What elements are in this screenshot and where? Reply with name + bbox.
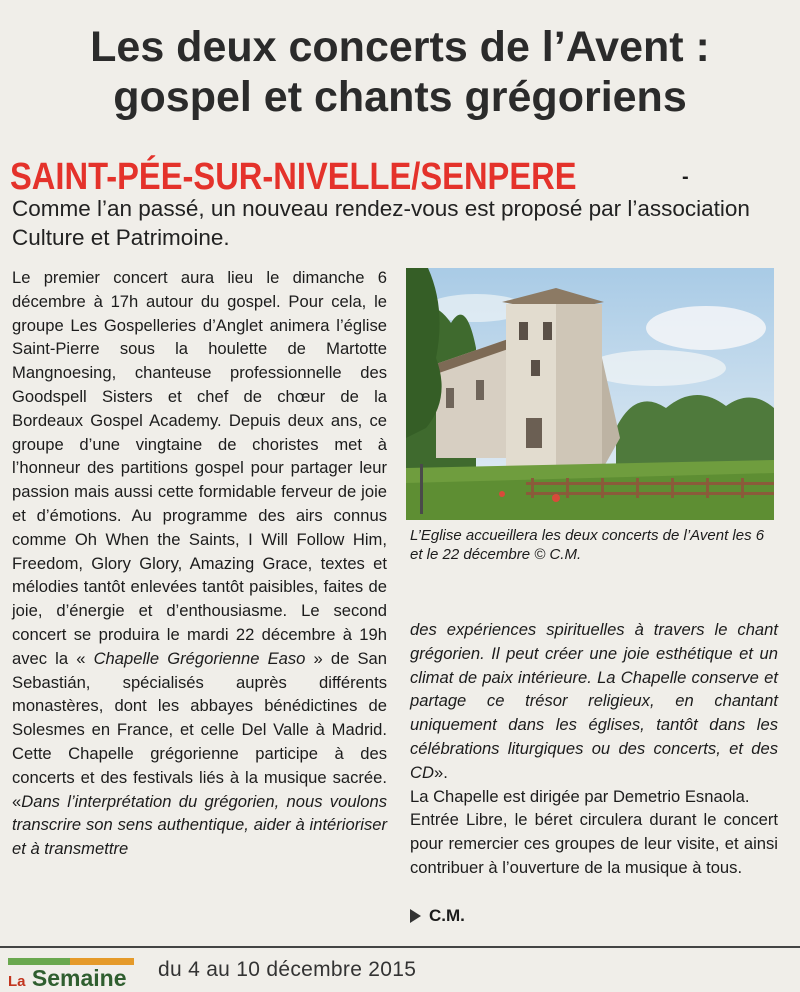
article-lead: Comme l’an passé, un nouveau rendez-vous est proposé par l’association Culture et Patrimoine. (12, 196, 750, 250)
logo-wordmark (8, 965, 127, 992)
author-signature (410, 906, 465, 926)
choir-quote-start: Dans l’interprétation du grégorien, nous voulons transcrire son sens authentique, aider à intérioriser et à transmettre (12, 791, 387, 859)
church-photo (406, 268, 774, 520)
kicker-dash: - (682, 166, 689, 188)
publication-logo (8, 958, 134, 992)
logo-green-bar (8, 958, 70, 965)
logo-la: La (8, 973, 26, 990)
choir-quote-continued: des expériences spirituelles à travers le chant grégorien. Il peut créer une joie esthétique et un climat de paix intérieure. La Chapelle conserve et partage ce trésor religieux, en chantant uniquement dans les églises, tantôt dans les célébrations liturgiques ou des concerts, et des CD (410, 620, 778, 782)
photo-caption: L’Eglise accueillera les deux concerts de l’Avent les 6 et le 22 décembre © C.M. (410, 527, 765, 563)
director-paragraph: La Chapelle est dirigée par Demetrio Esnaola. (410, 786, 750, 806)
issue-date: du 4 au 10 décembre 2015 (158, 958, 417, 981)
body-paragraph (12, 266, 387, 861)
body-text: Le premier concert aura lieu le dimanche 6 décembre à 17h autour du gospel. Pour cela, le groupe Les Gospelleries d’Anglet animera l’église Saint-Pierre sous la houlette de Martotte Mangnoesing, chanteuse professionnelle des Goodspell Sisters et chef de chœur de la Bordeaux Gospel Academy. Depuis deux ans, ce groupe d’une vingtaine de choristes met à l’honneur des partitions gospel pour partager leur passion mais aussi cette formidable ferveur de joie et d’émotions. Au programme des airs connus comme Oh When the Saints, I Will Follow Him, Freedom, Glory Glory, Amazing Grace, textes et mélodies tantôt enlevées tantôt paisibles, faites de joie, d’énergie et d’enthousiasme. Le second concert se produira le mardi 22 décembre à 19h avec la « (12, 268, 387, 668)
logo-orange-bar (70, 958, 134, 965)
article-body-right-column (410, 618, 778, 880)
logo-name: Semaine (31, 965, 127, 991)
article-headline (0, 22, 800, 122)
quote-paragraph (410, 618, 778, 785)
author-initials: C.M. (429, 906, 465, 925)
entry-paragraph: Entrée Libre, le béret circulera durant le concert pour remercier ces groupes de leur visite, et ainsi contribuer à l’ouverture de la musique à tous. (410, 810, 778, 877)
church-illustration (406, 268, 774, 520)
footer-divider (0, 946, 800, 948)
article-body-left-column (12, 266, 387, 861)
quote-close: ». (433, 762, 448, 782)
choir-name: Chapelle Grégorienne Easo (93, 648, 306, 668)
headline-line-2: gospel et chants grégoriens (113, 73, 687, 121)
body-text-continued: » de San Sebastián, spécialisés auprès différents monastères, dont les abbayes bénédictines de Solesmes en France, et celle Del Valle à Madrid. Cette Chapelle grégorienne participe à des concerts et des festivals liés à la musique sacrée. « (12, 648, 387, 811)
location-kicker: SAINT-PÉE-SUR-NIVELLE/SENPERE (10, 155, 577, 198)
kicker-row (10, 157, 669, 197)
triangle-bullet-icon (410, 909, 421, 923)
headline-line-1: Les deux concerts de l’Avent : (90, 23, 710, 71)
